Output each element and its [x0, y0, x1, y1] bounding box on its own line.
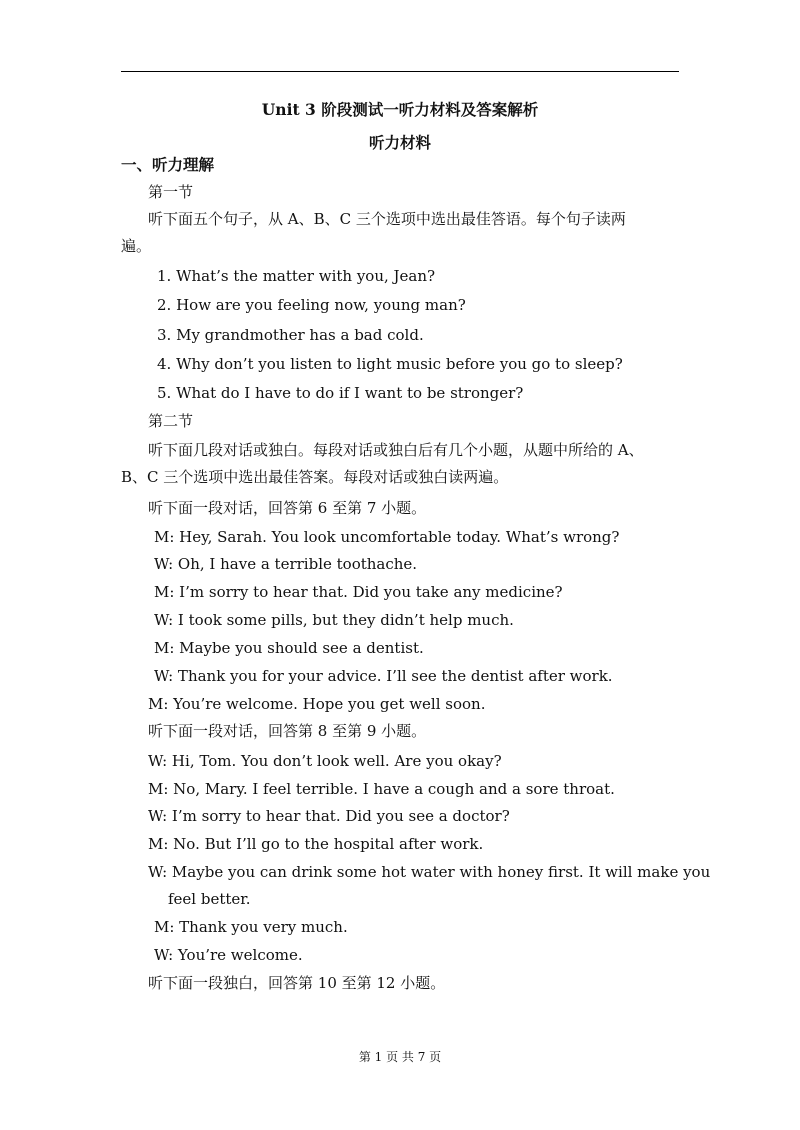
- dialogue-line: W: Maybe you can drink some hot water with honey first. It will make you: [148, 863, 711, 881]
- dialogue2-intro: 听下面一段对话，回答第 8 至第 9 小题。: [148, 722, 427, 740]
- part2-instruction-line2: B、C 三个选项中选出最佳答案。每段对话或独白读两遍。: [121, 468, 509, 486]
- part1-instruction-line1: 听下面五个句子，从 A、B、C 三个选项中选出最佳答语。每个句子读两: [148, 210, 626, 228]
- monologue-intro: 听下面一段独白，回答第 10 至第 12 小题。: [148, 974, 446, 992]
- part1-instruction-line2: 遍。: [121, 237, 152, 255]
- dialogue-line: W: I took some pills, but they didn’t help much.: [154, 611, 514, 629]
- dialogue-line: W: Oh, I have a terrible toothache.: [154, 555, 418, 573]
- question-item: 3. My grandmother has a bad cold.: [157, 326, 424, 344]
- document-subtitle: 听力材料: [368, 133, 431, 152]
- page-footer: 第 1 页 共 7 页: [358, 1050, 442, 1064]
- dialogue-line: M: Hey, Sarah. You look uncomfortable today. What’s wrong?: [154, 528, 620, 546]
- section-heading: 一、听力理解: [121, 155, 215, 174]
- dialogue-line: M: Maybe you should see a dentist.: [154, 639, 424, 657]
- question-item: 5. What do I have to do if I want to be stronger?: [157, 384, 524, 402]
- dialogue-line: M: Thank you very much.: [154, 918, 348, 936]
- dialogue-line: M: I’m sorry to hear that. Did you take any medicine?: [154, 583, 563, 601]
- question-item: 1. What’s the matter with you, Jean?: [157, 267, 436, 285]
- dialogue-line: W: You’re welcome.: [154, 946, 303, 964]
- dialogue-line: M: You’re welcome. Hope you get well soon.: [148, 695, 486, 713]
- part2-instruction-line1: 听下面几段对话或独白。每段对话或独白后有几个小题，从题中所给的 A、: [148, 441, 644, 459]
- question-item: 4. Why don’t you listen to light music before you go to sleep?: [157, 355, 623, 373]
- document-title: Unit 3 阶段测试一听力材料及答案解析: [261, 100, 539, 119]
- header-rule: [121, 71, 679, 72]
- part2-label: 第二节: [148, 412, 194, 430]
- part1-label: 第一节: [148, 183, 194, 201]
- dialogue1-intro: 听下面一段对话，回答第 6 至第 7 小题。: [148, 499, 427, 517]
- dialogue-line: M: No. But I’ll go to the hospital after work.: [148, 835, 484, 853]
- dialogue-line: feel better.: [168, 890, 251, 908]
- dialogue-line: W: Thank you for your advice. I’ll see the dentist after work.: [154, 667, 613, 685]
- dialogue-line: M: No, Mary. I feel terrible. I have a cough and a sore throat.: [148, 780, 615, 798]
- question-item: 2. How are you feeling now, young man?: [157, 296, 466, 314]
- dialogue-line: W: I’m sorry to hear that. Did you see a doctor?: [148, 807, 510, 825]
- dialogue-line: W: Hi, Tom. You don’t look well. Are you okay?: [148, 752, 502, 770]
